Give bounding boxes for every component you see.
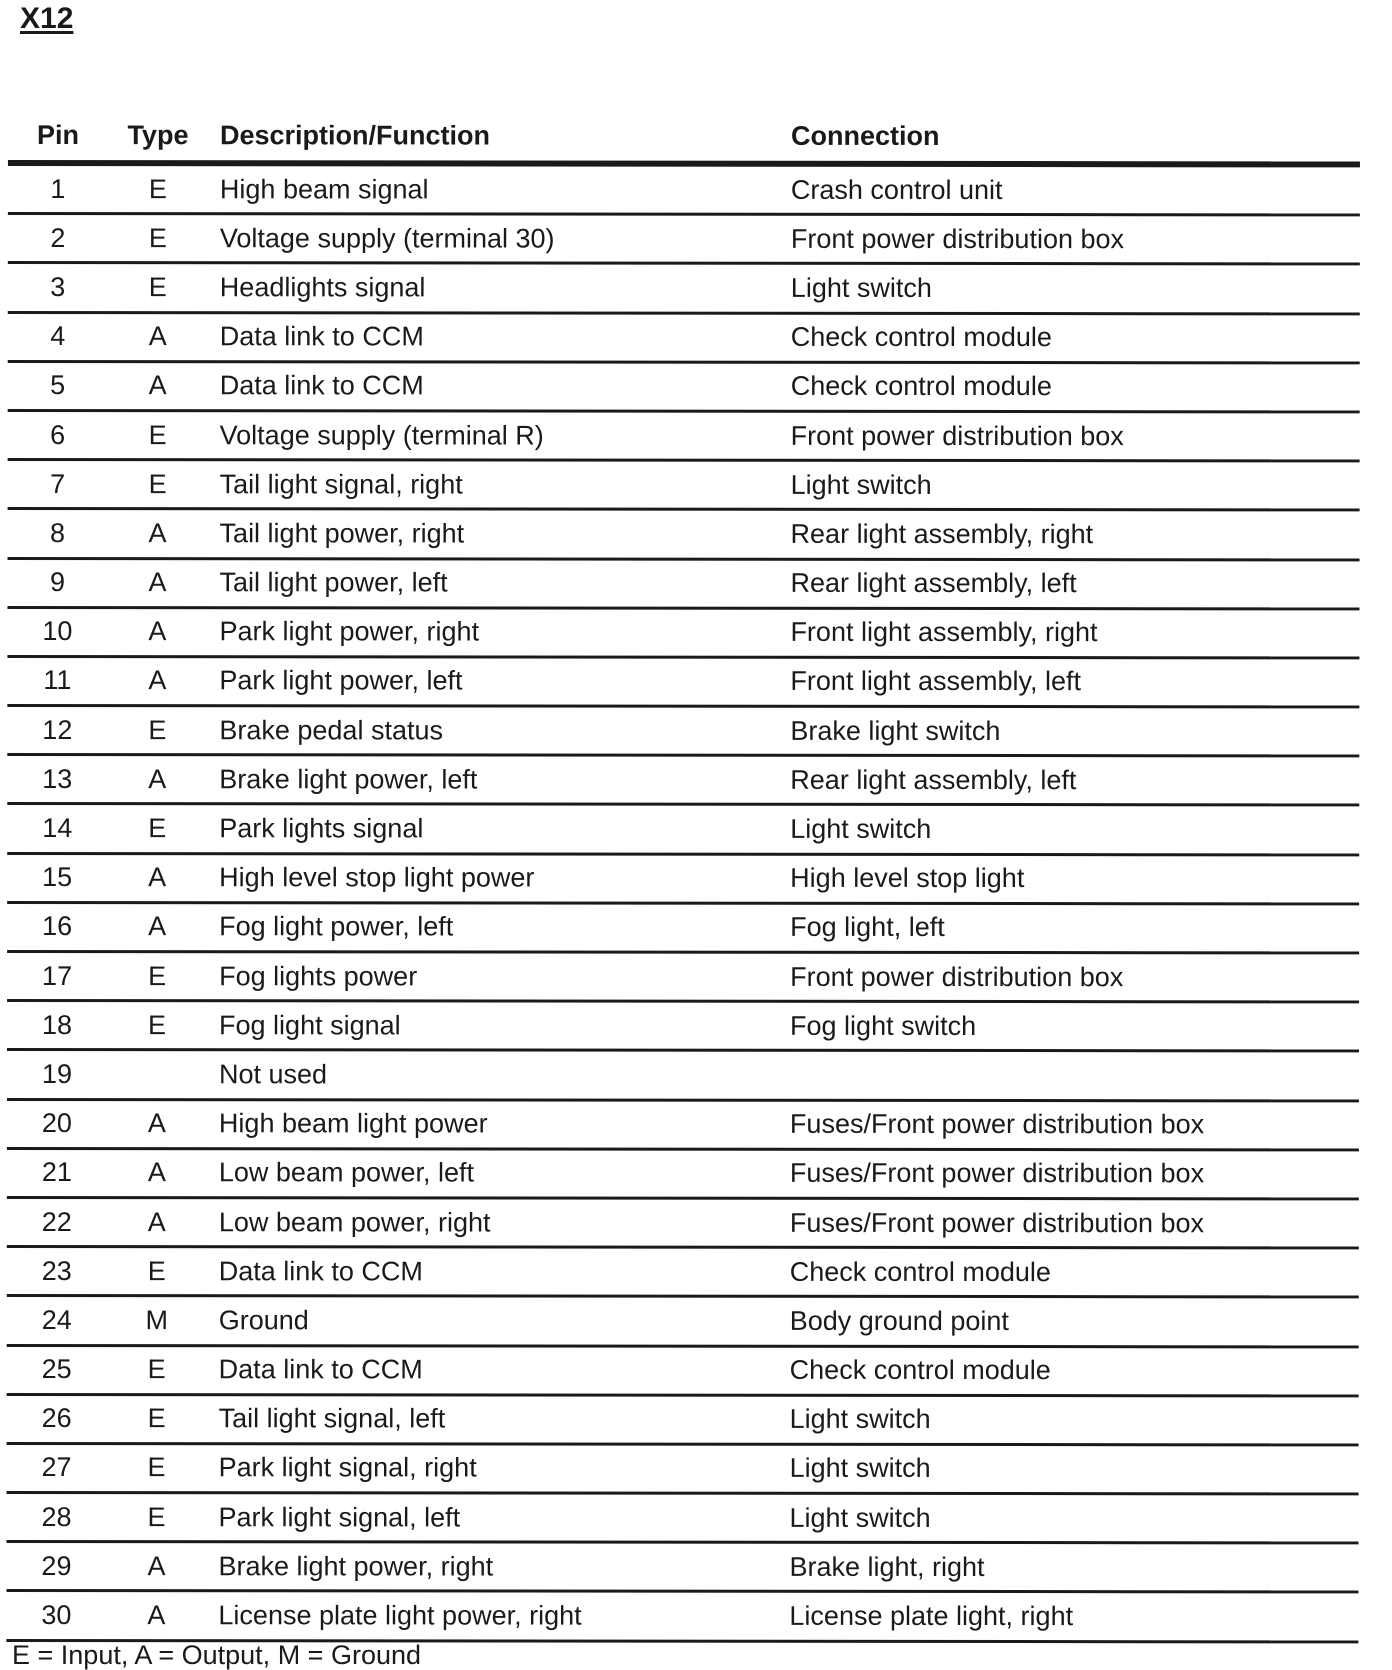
- header-type: Type: [127, 119, 189, 150]
- cell-description: Headlights signal: [219, 272, 426, 303]
- cell-type: A: [148, 518, 167, 549]
- table-row: [7, 1199, 1359, 1250]
- cell-type: A: [148, 665, 167, 696]
- cell-description: High beam signal: [219, 173, 429, 205]
- cell-type: A: [148, 370, 167, 401]
- cell-type: E: [147, 1403, 166, 1434]
- cell-pin: 23: [41, 1255, 72, 1286]
- header-pin: Pin: [36, 119, 79, 150]
- cell-type: E: [147, 1354, 166, 1385]
- cell-description: High beam light power: [218, 1108, 488, 1139]
- cell-description: Fog lights power: [219, 960, 418, 992]
- table-row: [7, 855, 1359, 906]
- cell-pin: 29: [41, 1550, 72, 1581]
- cell-pin: 18: [41, 1009, 73, 1040]
- cell-type: A: [147, 1600, 166, 1631]
- cell-connection: Light switch: [789, 1404, 931, 1435]
- cell-pin: 7: [50, 468, 66, 499]
- table-row: [6, 1494, 1358, 1545]
- table-row: [7, 609, 1359, 660]
- cell-description: Low beam power, left: [218, 1157, 475, 1188]
- cell-pin: 10: [42, 616, 73, 647]
- cell-connection: Brake light switch: [790, 715, 1001, 746]
- cell-connection: Light switch: [789, 1502, 931, 1533]
- cell-connection: Fuses/Front power distribution box: [789, 1158, 1205, 1189]
- cell-type: A: [148, 862, 167, 893]
- legend-footnote: E = Input, A = Output, M = Ground: [12, 1640, 422, 1670]
- cell-pin: 9: [49, 567, 66, 598]
- header-connection: Connection: [790, 120, 940, 151]
- cell-description: Park light power, left: [219, 665, 463, 696]
- cell-connection: Crash control unit: [790, 174, 1003, 205]
- cell-type: E: [148, 222, 167, 253]
- table-row: [7, 1297, 1359, 1348]
- cell-pin: 20: [41, 1108, 72, 1139]
- cell-type: A: [148, 763, 167, 795]
- cell-connection: License plate light, right: [789, 1600, 1074, 1632]
- cell-type: A: [148, 567, 167, 598]
- cell-connection: Check control module: [789, 1256, 1051, 1287]
- cell-type: M: [145, 1305, 168, 1336]
- cell-connection: Rear light assembly, left: [790, 764, 1077, 795]
- cell-pin: 4: [50, 321, 66, 352]
- cell-type: E: [148, 272, 167, 303]
- cell-type: A: [147, 1108, 166, 1139]
- cell-pin: 30: [41, 1600, 72, 1631]
- cell-type: E: [148, 1009, 167, 1040]
- cell-connection: High level stop light: [790, 863, 1025, 894]
- cell-type: E: [148, 960, 167, 991]
- cell-pin: 11: [43, 665, 72, 696]
- cell-description: Brake light power, left: [219, 764, 478, 795]
- cell-type: E: [148, 419, 167, 450]
- cell-type: E: [148, 173, 167, 204]
- cell-connection: Fuses/Front power distribution box: [789, 1108, 1205, 1140]
- cell-pin: 26: [41, 1403, 72, 1434]
- cell-connection: Fog light switch: [790, 1010, 977, 1041]
- table-row: [8, 363, 1360, 414]
- cell-pin: 21: [41, 1157, 72, 1188]
- cell-connection: Check control module: [790, 321, 1052, 353]
- table-row: [7, 904, 1359, 955]
- cell-type: E: [148, 813, 167, 844]
- table-row: [8, 412, 1360, 463]
- cell-description: Tail light power, right: [219, 518, 465, 549]
- cell-connection: Light switch: [789, 1453, 931, 1484]
- cell-description: High level stop light power: [219, 862, 535, 893]
- cell-type: E: [148, 714, 167, 745]
- cell-description: Data link to CCM: [219, 321, 424, 352]
- table-row: [7, 1051, 1359, 1102]
- table-row: [7, 953, 1359, 1004]
- cell-description: Tail light signal, left: [218, 1403, 446, 1434]
- header-description: Description/Function: [219, 119, 490, 151]
- cell-pin: 24: [41, 1304, 72, 1335]
- cell-description: Data link to CCM: [218, 1354, 423, 1385]
- table-row: [6, 1592, 1358, 1643]
- table-row: [8, 166, 1360, 217]
- cell-description: License plate light power, right: [218, 1600, 582, 1631]
- cell-connection: Rear light assembly, right: [790, 518, 1094, 550]
- cell-pin: 1: [50, 173, 66, 204]
- cell-pin: 27: [41, 1452, 72, 1483]
- cell-connection: Brake light, right: [789, 1551, 985, 1582]
- cell-description: Data link to CCM: [218, 1255, 423, 1287]
- cell-connection: Front power distribution box: [790, 420, 1124, 451]
- cell-pin: 19: [41, 1059, 73, 1090]
- cell-description: Brake light power, right: [218, 1551, 494, 1582]
- cell-type: A: [148, 911, 167, 942]
- cell-connection: Light switch: [790, 813, 932, 844]
- cell-description: Park light signal, left: [218, 1501, 461, 1533]
- cell-type: A: [148, 616, 167, 647]
- cell-description: Low beam power, right: [218, 1206, 491, 1238]
- cell-description: Park light signal, right: [218, 1452, 477, 1483]
- cell-connection: Check control module: [790, 371, 1052, 402]
- cell-type: A: [147, 1206, 166, 1237]
- table-row: [7, 1445, 1359, 1496]
- table-row: [7, 805, 1359, 856]
- cell-pin: 3: [50, 272, 66, 303]
- cell-connection: Light switch: [790, 272, 932, 303]
- table-row: [8, 461, 1360, 512]
- table-row: [7, 1396, 1359, 1447]
- table-row: [8, 215, 1360, 266]
- cell-type: [107, 1051, 207, 1097]
- cell-pin: 6: [50, 419, 66, 450]
- cell-description: Fog light signal: [219, 1010, 401, 1041]
- cell-connection: Rear light assembly, left: [790, 567, 1077, 599]
- table-row: [8, 314, 1360, 365]
- cell-type: A: [147, 1550, 166, 1582]
- cell-description: Brake pedal status: [219, 714, 444, 746]
- cell-pin: 16: [42, 911, 73, 942]
- cell-pin: 2: [50, 222, 66, 253]
- cell-pin: 13: [42, 763, 73, 794]
- cell-description: Park lights signal: [219, 813, 424, 844]
- cell-connection: Light switch: [790, 469, 932, 500]
- cell-pin: 22: [41, 1206, 72, 1237]
- cell-connection: Body ground point: [789, 1305, 1009, 1336]
- page-title: X12: [20, 2, 74, 35]
- cell-type: E: [147, 1501, 166, 1532]
- cell-pin: 8: [50, 517, 66, 548]
- cell-description: Tail light power, left: [219, 567, 448, 598]
- table-row: [7, 707, 1359, 758]
- cell-connection: Fog light, left: [790, 912, 945, 943]
- table-row: [7, 1150, 1359, 1201]
- cell-description: Park light power, right: [219, 616, 480, 647]
- table-row: [6, 1543, 1358, 1594]
- cell-description: Voltage supply (terminal 30): [219, 223, 555, 254]
- cell-description: Ground: [218, 1305, 309, 1336]
- cell-pin: 28: [41, 1501, 72, 1532]
- cell-connection: Check control module: [789, 1354, 1051, 1386]
- table-row: [8, 510, 1360, 561]
- table-row: [7, 1346, 1359, 1397]
- cell-connection: Front light assembly, left: [790, 666, 1082, 697]
- cell-type: E: [147, 1452, 166, 1483]
- table-row: [7, 756, 1359, 807]
- cell-connection: Front power distribution box: [790, 223, 1125, 254]
- cell-type: E: [147, 1255, 166, 1286]
- table-row: [7, 1002, 1359, 1053]
- pin-table: [6, 110, 1360, 1643]
- table-body: [6, 166, 1360, 1643]
- cell-description: Data link to CCM: [219, 370, 424, 401]
- cell-pin: 25: [41, 1354, 72, 1385]
- table-header-row: [8, 110, 1360, 167]
- cell-type: A: [148, 321, 167, 352]
- cell-description: Fog light power, left: [219, 911, 454, 942]
- table-row: [7, 1101, 1359, 1152]
- cell-connection: Front light assembly, right: [790, 617, 1098, 648]
- table-row: [7, 1248, 1359, 1299]
- table-row: [8, 264, 1360, 315]
- cell-pin: 5: [50, 370, 66, 401]
- cell-description: Not used: [218, 1059, 328, 1090]
- cell-pin: 15: [42, 862, 73, 893]
- cell-connection: Front power distribution box: [790, 961, 1124, 992]
- cell-description: Tail light signal, right: [219, 468, 463, 500]
- cell-description: Voltage supply (terminal R): [219, 419, 544, 451]
- cell-type: A: [147, 1157, 166, 1188]
- cell-connection: Fuses/Front power distribution box: [789, 1207, 1205, 1238]
- cell-pin: 12: [42, 714, 73, 745]
- table-row: [7, 658, 1359, 709]
- cell-type: E: [148, 468, 167, 499]
- table-row: [7, 559, 1359, 610]
- cell-pin: 14: [42, 813, 73, 844]
- cell-pin: 17: [42, 960, 73, 991]
